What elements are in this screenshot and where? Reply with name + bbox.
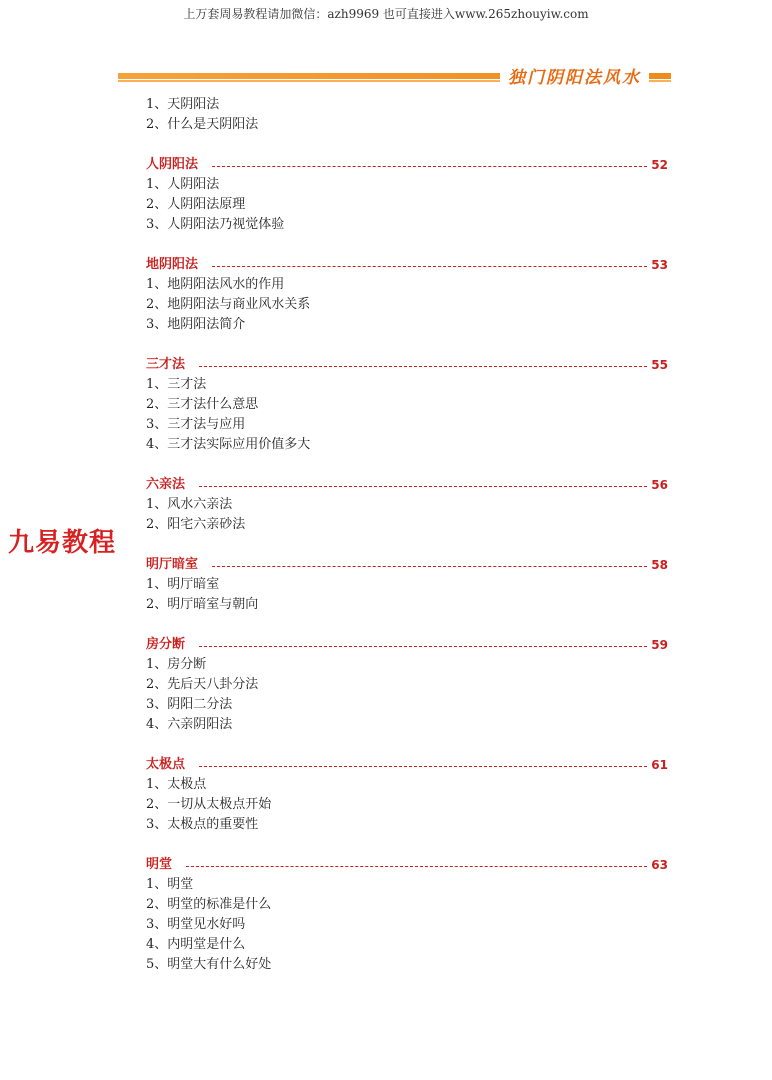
- section-heading[interactable]: [146, 475, 668, 495]
- list-item: 4、内明堂是什么: [146, 937, 246, 952]
- toc-section: [146, 755, 668, 835]
- table-of-contents: [146, 95, 668, 975]
- header-title: 独门阴阳法风水: [500, 63, 649, 88]
- page-number: 63: [651, 858, 668, 872]
- section-title: 六亲法: [146, 477, 186, 492]
- top-notice: 上万套周易教程请加微信：azh9969 也可直接进入www.265zhouyiw.com: [183, 7, 589, 21]
- list-item: 4、三才法实际应用价值多大: [146, 437, 311, 452]
- list-item: 2、明堂的标准是什么: [146, 897, 272, 912]
- section-title: 三才法: [146, 357, 186, 372]
- list-item: 3、阴阳二分法: [146, 697, 233, 712]
- toc-section: [146, 855, 668, 975]
- list-item: 2、阳宅六亲砂法: [146, 517, 246, 532]
- list-item: 1、人阴阳法: [146, 177, 220, 192]
- section-heading[interactable]: [146, 555, 668, 575]
- section-title: 地阴阳法: [146, 257, 199, 272]
- list-item: 2、先后天八卦分法: [146, 677, 259, 692]
- toc-section: [146, 475, 668, 535]
- page-number: 55: [651, 358, 668, 372]
- section-title: 人阴阳法: [146, 157, 199, 172]
- list-item: 1、太极点: [146, 777, 207, 792]
- header-band: [118, 66, 671, 86]
- dotted-leader: [199, 366, 647, 367]
- list-item: 1、风水六亲法: [146, 497, 233, 512]
- list-item: 4、六亲阴阳法: [146, 717, 233, 732]
- dotted-leader: [199, 646, 647, 647]
- list-item: 2、什么是天阴阳法: [146, 117, 259, 132]
- page-number: 61: [651, 758, 668, 772]
- list-item: 3、人阴阳法乃视觉体验: [146, 217, 285, 232]
- list-item: 2、明厅暗室与朝向: [146, 597, 259, 612]
- section-heading[interactable]: [146, 355, 668, 375]
- list-item: 2、地阴阳法与商业风水关系: [146, 297, 311, 312]
- list-item: 1、地阴阳法风水的作用: [146, 277, 285, 292]
- section-heading[interactable]: [146, 255, 668, 275]
- toc-section: [146, 355, 668, 455]
- list-item: 2、三才法什么意思: [146, 397, 259, 412]
- watermark-logo: 九易教程: [8, 528, 117, 558]
- list-item: 1、三才法: [146, 377, 207, 392]
- toc-section: [146, 555, 668, 615]
- dotted-leader: [212, 166, 647, 167]
- page-number: 59: [651, 638, 668, 652]
- dotted-leader: [186, 866, 647, 867]
- page-number: 53: [651, 258, 668, 272]
- section-heading[interactable]: [146, 755, 668, 775]
- list-item: 2、人阴阳法原理: [146, 197, 246, 212]
- section-heading[interactable]: [146, 635, 668, 655]
- section-title: 太极点: [146, 757, 186, 772]
- dotted-leader: [212, 266, 647, 267]
- toc-section: [146, 635, 668, 735]
- section-heading[interactable]: [146, 855, 668, 875]
- section-title: 明厅暗室: [146, 557, 199, 572]
- list-item: 3、地阴阳法简介: [146, 317, 246, 332]
- section-heading[interactable]: [146, 155, 668, 175]
- toc-section: [146, 155, 668, 235]
- list-item: 1、房分断: [146, 657, 207, 672]
- list-item: 3、太极点的重要性: [146, 817, 259, 832]
- page-number: 58: [651, 558, 668, 572]
- list-item: 3、三才法与应用: [146, 417, 246, 432]
- dotted-leader: [199, 486, 647, 487]
- list-item: 1、明厅暗室: [146, 577, 220, 592]
- dotted-leader: [212, 566, 647, 567]
- page-number: 56: [651, 478, 668, 492]
- intro-items: [146, 95, 668, 135]
- list-item: 1、明堂: [146, 877, 194, 892]
- list-item: 2、一切从太极点开始: [146, 797, 272, 812]
- toc-section: [146, 255, 668, 335]
- dotted-leader: [199, 766, 647, 767]
- list-item: 5、明堂大有什么好处: [146, 957, 272, 972]
- section-title: 明堂: [146, 857, 173, 872]
- page-number: 52: [651, 158, 668, 172]
- list-item: 1、天阴阳法: [146, 97, 220, 112]
- section-title: 房分断: [146, 637, 186, 652]
- list-item: 3、明堂见水好吗: [146, 917, 246, 932]
